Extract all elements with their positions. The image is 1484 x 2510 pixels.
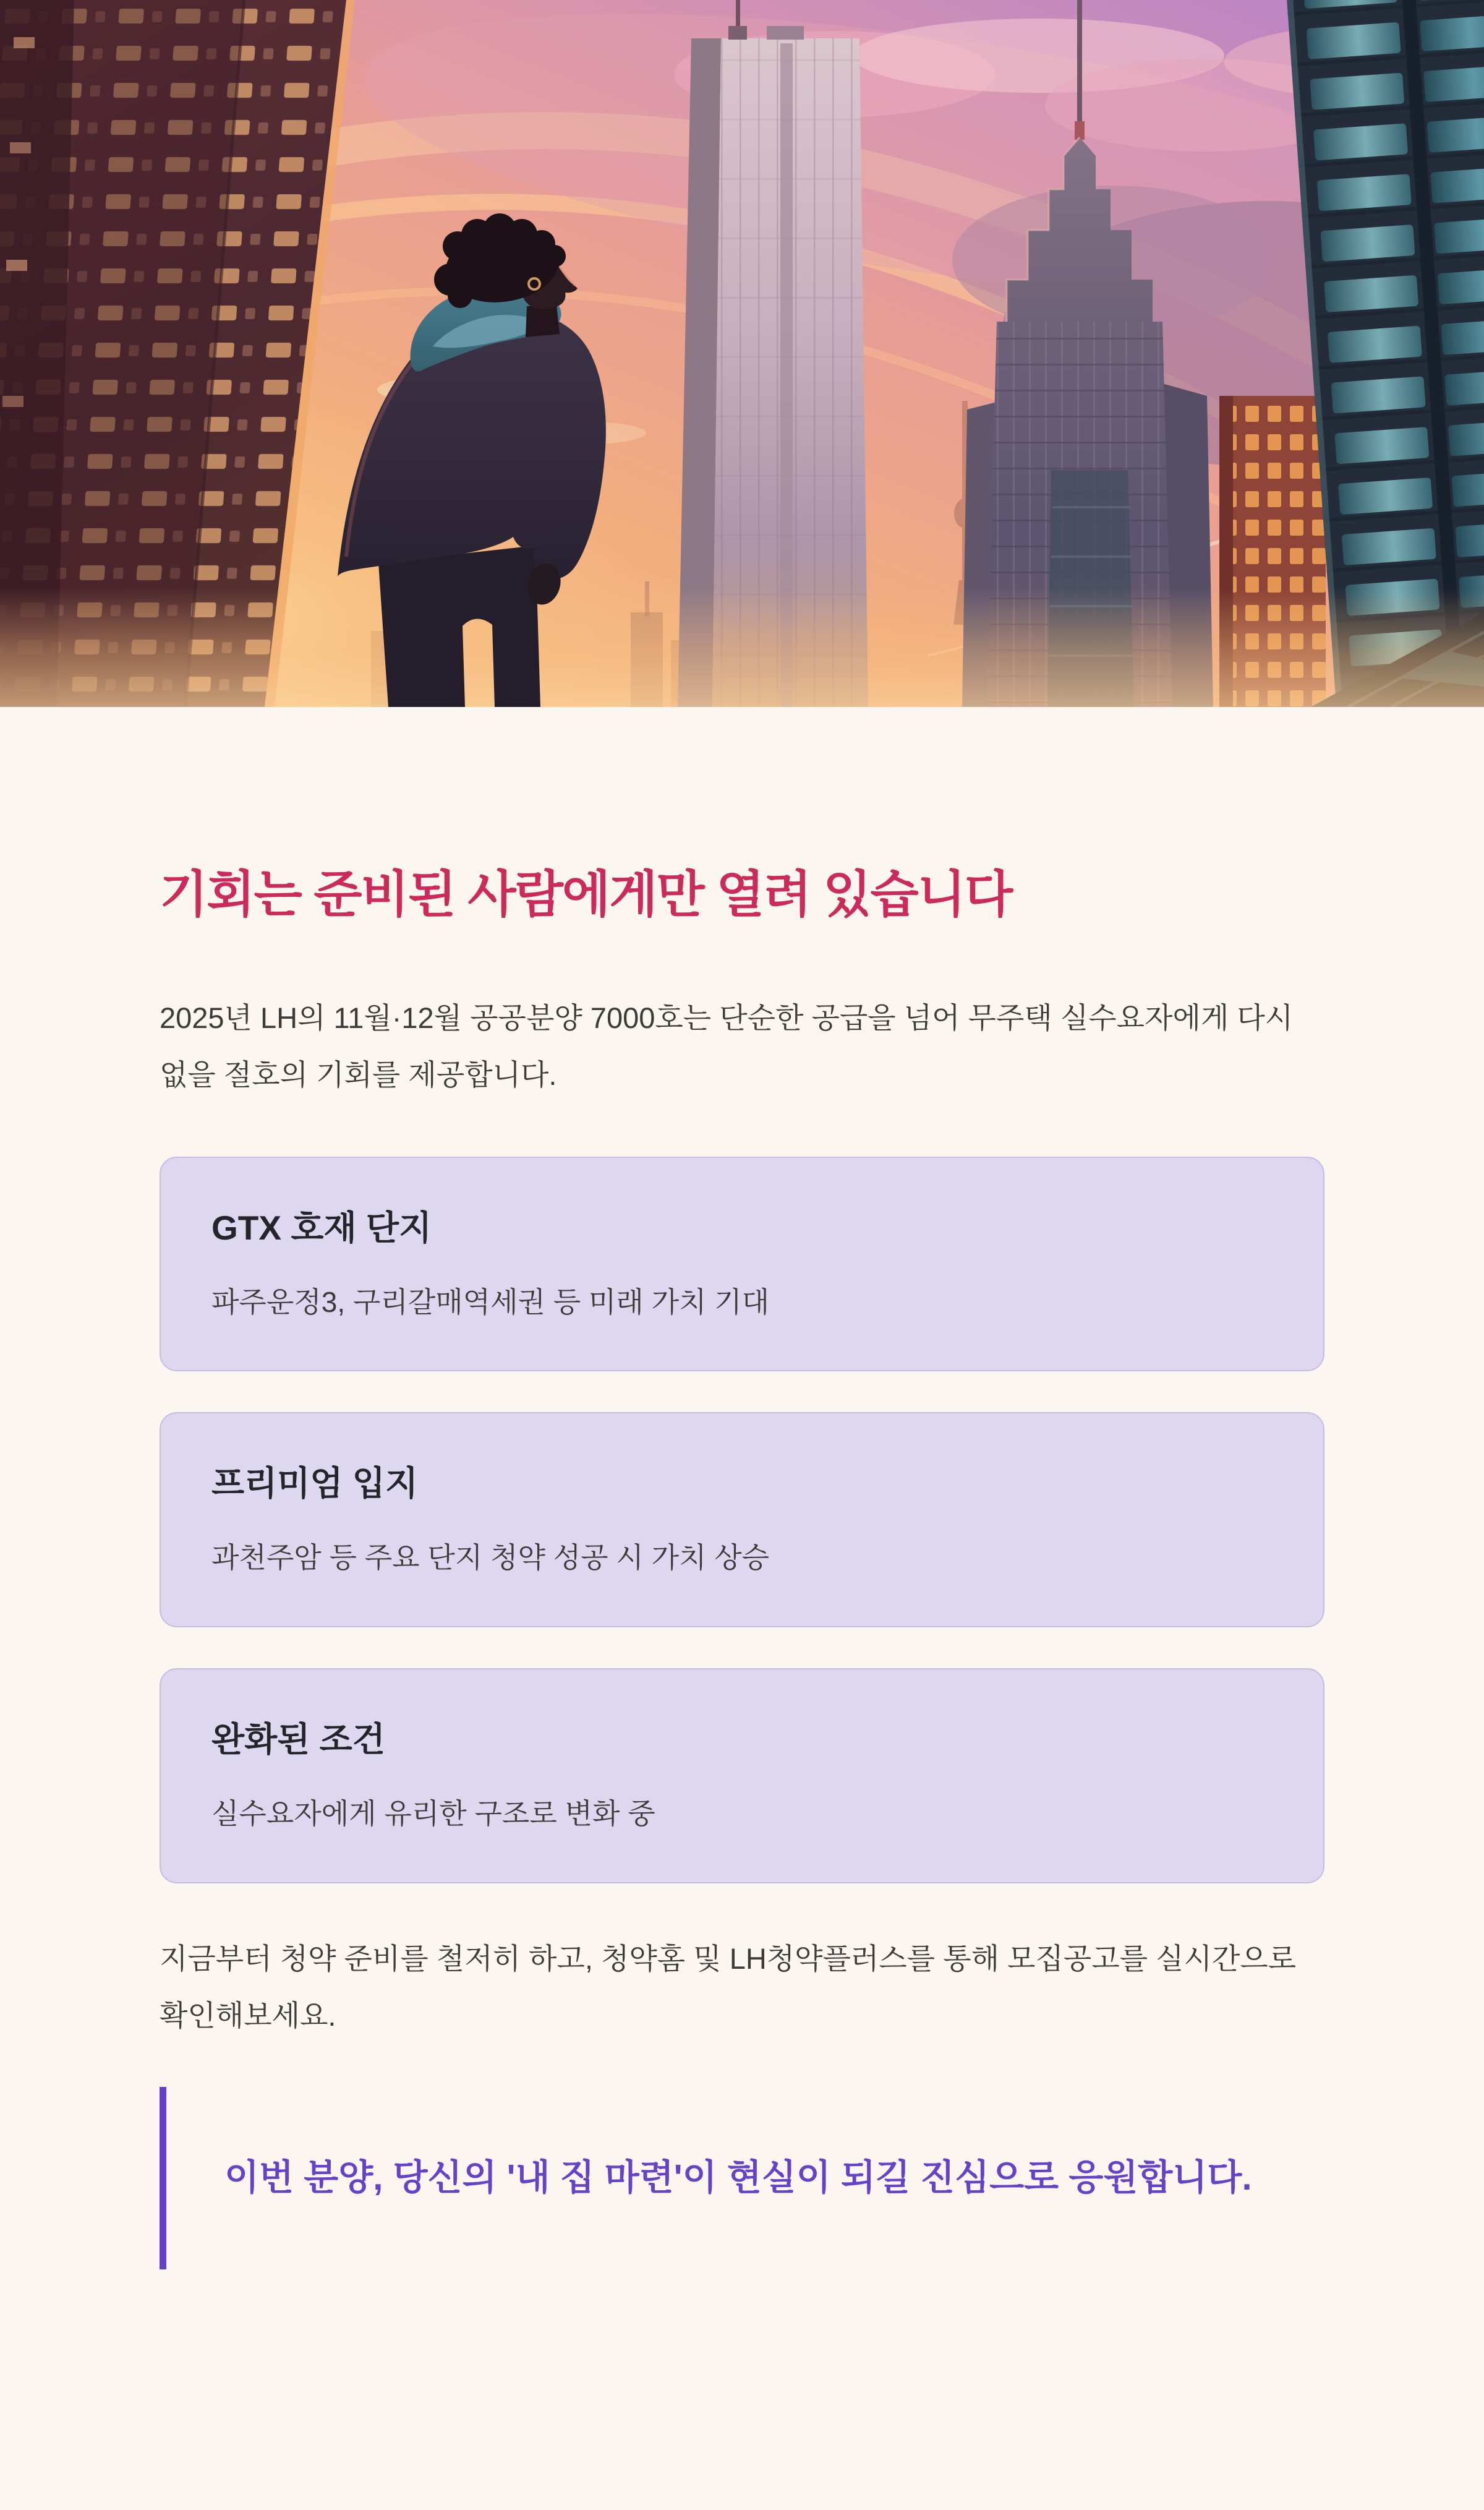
card-description: 파주운정3, 구리갈매역세권 등 미래 가치 기대 xyxy=(211,1285,770,1318)
hero-image xyxy=(0,0,1484,707)
closing-quote xyxy=(160,2087,1324,2269)
feature-card-premium-location xyxy=(160,1412,1324,1627)
article-content xyxy=(0,707,1484,2269)
intro-paragraph: 2025년 LH의 11월·12월 공공분양 7000호는 단순한 공급을 넘어 무주택 실수요자에게 다시 없을 절호의 기회를 제공합니다. xyxy=(160,1001,1294,1091)
quote-text: 이번 분양, 당신의 '내 집 마련'이 현실이 되길 진심으로 응원합니다. xyxy=(224,2157,1252,2198)
section-heading: 기회는 준비된 사람에게만 열려 있습니다 xyxy=(160,867,1012,923)
outro-paragraph: 지금부터 청약 준비를 철저히 하고, 청약홈 및 LH청약플러스를 통해 모집공고를 실시간으로 확인해보세요. xyxy=(160,1942,1297,2032)
feature-card-gtx xyxy=(160,1157,1324,1372)
horizon-haze xyxy=(0,588,1484,707)
card-title: 완화된 조건 xyxy=(211,1720,385,1759)
feature-card-relaxed-conditions xyxy=(160,1668,1324,1883)
card-description: 실수요자에게 유리한 구조로 변화 중 xyxy=(211,1797,655,1830)
city-sunset-illustration xyxy=(0,0,1484,707)
card-title: 프리미엄 입지 xyxy=(211,1464,419,1503)
feature-card-list xyxy=(160,1157,1324,1883)
card-description: 과천주암 등 주요 단지 청약 성공 시 가치 상승 xyxy=(211,1541,770,1574)
card-title: GTX 호재 단지 xyxy=(211,1208,432,1247)
